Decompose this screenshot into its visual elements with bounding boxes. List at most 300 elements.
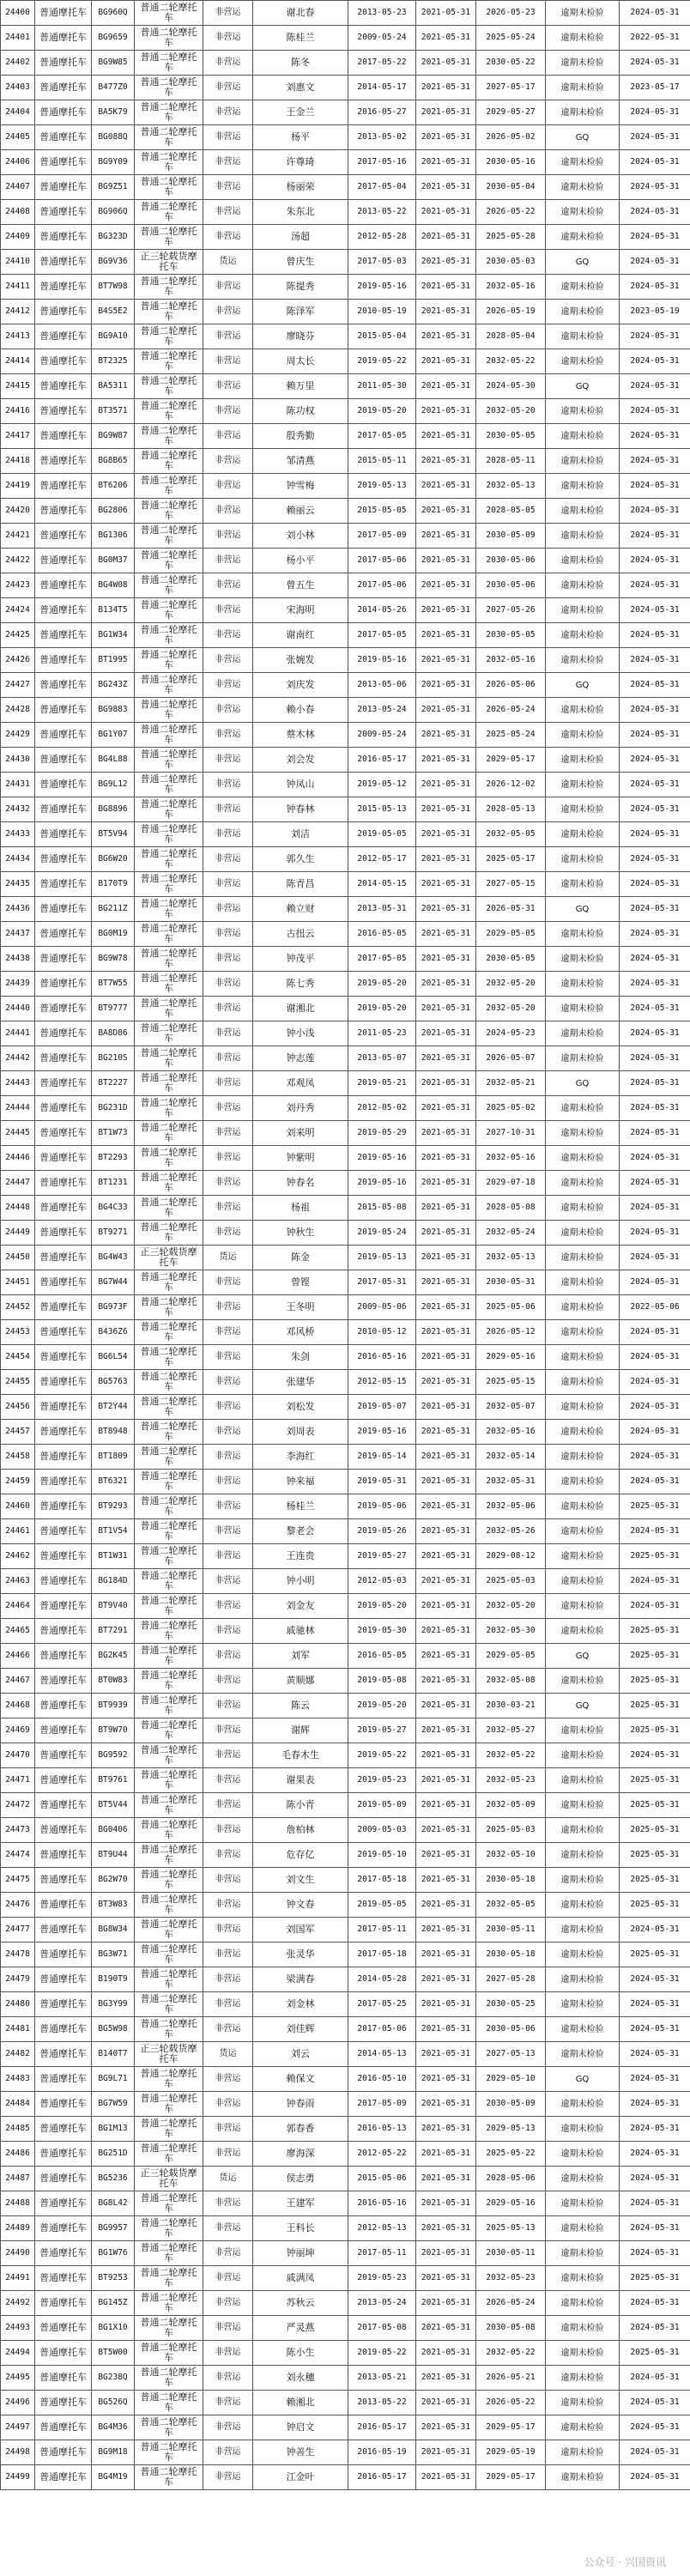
cell-inspection-valid: 2021-05-31 — [416, 748, 476, 773]
cell-vehicle-class: 普通二轮摩托车 — [135, 1320, 203, 1345]
cell-vehicle-type: 普通摩托车 — [35, 2142, 92, 2167]
cell-serial: 24476 — [1, 1893, 35, 1918]
cell-scrap-date: 2028-05-05 — [476, 499, 546, 524]
cell-usage: 非营运 — [203, 225, 253, 250]
cell-scrap-date: 2025-05-13 — [476, 2216, 546, 2241]
cell-vehicle-class: 普通二轮摩托车 — [135, 2266, 203, 2291]
table-row — [1, 549, 690, 573]
cell-serial: 24416 — [1, 399, 35, 424]
cell-vehicle-type: 普通摩托车 — [35, 524, 92, 549]
cell-vehicle-class: 普通二轮摩托车 — [135, 2117, 203, 2142]
cell-inspection-valid: 2021-05-31 — [416, 1943, 476, 1967]
table-row — [1, 997, 690, 1021]
cell-owner: 王连贵 — [253, 1544, 348, 1569]
cell-inspection-end: 2024-05-31 — [620, 225, 690, 250]
cell-vehicle-type: 普通摩托车 — [35, 26, 92, 51]
cell-first-registration: 2012-05-13 — [348, 2216, 416, 2241]
cell-vehicle-class: 普通二轮摩托车 — [135, 1046, 203, 1071]
cell-owner: 钟来福 — [253, 1470, 348, 1494]
table-row — [1, 150, 690, 175]
cell-inspection-valid: 2021-05-31 — [416, 1445, 476, 1470]
cell-status: 逾期未检验 — [546, 51, 620, 76]
table-row — [1, 2042, 690, 2067]
cell-scrap-date: 2029-05-16 — [476, 2191, 546, 2216]
cell-scrap-date: 2030-05-22 — [476, 51, 546, 76]
cell-vehicle-type: 普通摩托车 — [35, 1768, 92, 1793]
cell-serial: 24482 — [1, 2042, 35, 2067]
table-row — [1, 1320, 690, 1345]
cell-plate: BG9659 — [92, 26, 135, 51]
cell-serial: 24422 — [1, 549, 35, 573]
cell-serial: 24467 — [1, 1669, 35, 1694]
cell-vehicle-class: 普通二轮摩托车 — [135, 2241, 203, 2266]
cell-inspection-end: 2024-05-31 — [620, 2241, 690, 2266]
cell-serial: 24441 — [1, 1021, 35, 1046]
cell-owner: 廖晓芬 — [253, 324, 348, 349]
cell-owner: 毛春木生 — [253, 1743, 348, 1768]
cell-status: 逾期未检验 — [546, 698, 620, 723]
cell-first-registration: 2010-05-12 — [348, 1320, 416, 1345]
cell-usage: 非营运 — [203, 1569, 253, 1594]
cell-inspection-valid: 2021-05-31 — [416, 1295, 476, 1320]
table-row — [1, 1121, 690, 1146]
cell-owner: 张灵华 — [253, 1943, 348, 1967]
cell-inspection-end: 2024-05-31 — [620, 2391, 690, 2415]
cell-vehicle-class: 普通二轮摩托车 — [135, 1171, 203, 1196]
cell-scrap-date: 2029-05-13 — [476, 2117, 546, 2142]
cell-owner: 钟雪梅 — [253, 474, 348, 499]
cell-vehicle-type: 普通摩托车 — [35, 598, 92, 623]
cell-first-registration: 2017-05-06 — [348, 573, 416, 598]
cell-inspection-end: 2024-05-31 — [620, 797, 690, 822]
cell-scrap-date: 2030-05-11 — [476, 2241, 546, 2266]
table-row — [1, 1644, 690, 1669]
cell-status: 逾期未检验 — [546, 1669, 620, 1694]
cell-inspection-valid: 2021-05-31 — [416, 598, 476, 623]
cell-vehicle-class: 普通二轮摩托车 — [135, 872, 203, 897]
cell-serial: 24412 — [1, 300, 35, 324]
cell-inspection-end: 2022-05-31 — [620, 26, 690, 51]
cell-plate: BT7W98 — [92, 275, 135, 300]
cell-vehicle-type: 普通摩托车 — [35, 922, 92, 947]
cell-status: GQ — [546, 2067, 620, 2092]
cell-status: 逾期未检验 — [546, 997, 620, 1021]
cell-inspection-end: 2024-05-31 — [620, 1395, 690, 1420]
cell-serial: 24428 — [1, 698, 35, 723]
cell-status: 逾期未检验 — [546, 2142, 620, 2167]
cell-owner: 陈小青 — [253, 1793, 348, 1818]
cell-vehicle-type: 普通摩托车 — [35, 1569, 92, 1594]
cell-scrap-date: 2032-05-05 — [476, 822, 546, 847]
cell-vehicle-type: 普通摩托车 — [35, 2216, 92, 2241]
table-row — [1, 748, 690, 773]
cell-inspection-valid: 2021-05-31 — [416, 1818, 476, 1843]
cell-first-registration: 2016-05-27 — [348, 100, 416, 125]
table-row — [1, 1992, 690, 2017]
cell-serial: 24404 — [1, 100, 35, 125]
table-row — [1, 822, 690, 847]
cell-inspection-end: 2024-05-31 — [620, 1967, 690, 1992]
cell-scrap-date: 2032-05-16 — [476, 1146, 546, 1171]
cell-plate: BT9U44 — [92, 1843, 135, 1868]
cell-vehicle-class: 普通二轮摩托车 — [135, 1221, 203, 1246]
cell-vehicle-type: 普通摩托车 — [35, 2291, 92, 2316]
cell-vehicle-class: 普通二轮摩托车 — [135, 324, 203, 349]
cell-inspection-end: 2024-05-31 — [620, 1743, 690, 1768]
cell-vehicle-class: 普通二轮摩托车 — [135, 349, 203, 374]
cell-status: 逾期未检验 — [546, 1420, 620, 1445]
cell-inspection-valid: 2021-05-31 — [416, 51, 476, 76]
table-row — [1, 1893, 690, 1918]
cell-owner: 钟春名 — [253, 1171, 348, 1196]
cell-usage: 非营运 — [203, 100, 253, 125]
cell-inspection-valid: 2021-05-31 — [416, 1893, 476, 1918]
cell-status: 逾期未检验 — [546, 1868, 620, 1893]
cell-vehicle-type: 普通摩托车 — [35, 1320, 92, 1345]
cell-status: 逾期未检验 — [546, 2440, 620, 2465]
cell-first-registration: 2013-05-24 — [348, 2291, 416, 2316]
cell-plate: BT6321 — [92, 1470, 135, 1494]
cell-vehicle-class: 普通二轮摩托车 — [135, 1967, 203, 1992]
cell-vehicle-type: 普通摩托车 — [35, 2167, 92, 2191]
cell-vehicle-class: 普通二轮摩托车 — [135, 748, 203, 773]
cell-owner: 刘来明 — [253, 1121, 348, 1146]
cell-usage: 非营运 — [203, 449, 253, 474]
table-row — [1, 797, 690, 822]
table-row — [1, 2167, 690, 2191]
cell-scrap-date: 2032-05-26 — [476, 1519, 546, 1544]
cell-status: 逾期未检验 — [546, 1569, 620, 1594]
cell-vehicle-class: 普通二轮摩托车 — [135, 1, 203, 26]
cell-usage: 非营运 — [203, 773, 253, 797]
cell-inspection-end: 2024-05-31 — [620, 1071, 690, 1096]
cell-plate: BG4M19 — [92, 2465, 135, 2490]
cell-plate: B436Z6 — [92, 1320, 135, 1345]
cell-scrap-date: 2032-05-31 — [476, 1470, 546, 1494]
cell-serial: 24448 — [1, 1196, 35, 1221]
cell-usage: 非营运 — [203, 549, 253, 573]
cell-vehicle-class: 普通二轮摩托车 — [135, 1021, 203, 1046]
cell-plate: BT9V40 — [92, 1594, 135, 1619]
cell-vehicle-type: 普通摩托车 — [35, 648, 92, 673]
cell-scrap-date: 2025-05-22 — [476, 2142, 546, 2167]
table-row — [1, 374, 690, 399]
cell-usage: 非营运 — [203, 2341, 253, 2366]
cell-plate: BG2W70 — [92, 1868, 135, 1893]
cell-status: 逾期未检验 — [546, 822, 620, 847]
cell-status: 逾期未检验 — [546, 922, 620, 947]
cell-inspection-end: 2025-05-31 — [620, 2266, 690, 2291]
table-row — [1, 2316, 690, 2341]
cell-status: 逾期未检验 — [546, 200, 620, 225]
cell-inspection-valid: 2021-05-31 — [416, 2191, 476, 2216]
cell-plate: BG6L54 — [92, 1345, 135, 1370]
cell-status: 逾期未检验 — [546, 648, 620, 673]
cell-status: 逾期未检验 — [546, 748, 620, 773]
cell-serial: 24468 — [1, 1694, 35, 1718]
cell-first-registration: 2011-05-23 — [348, 1021, 416, 1046]
cell-status: 逾期未检验 — [546, 2415, 620, 2440]
cell-serial: 24426 — [1, 648, 35, 673]
cell-usage: 非营运 — [203, 1320, 253, 1345]
cell-plate: BG4W43 — [92, 1246, 135, 1270]
cell-status: 逾期未检验 — [546, 1370, 620, 1395]
cell-plate: BG8L42 — [92, 2191, 135, 2216]
cell-scrap-date: 2026-05-12 — [476, 1320, 546, 1345]
cell-first-registration: 2012-05-22 — [348, 2142, 416, 2167]
cell-status: 逾期未检验 — [546, 399, 620, 424]
cell-vehicle-type: 普通摩托车 — [35, 1818, 92, 1843]
cell-inspection-valid: 2021-05-31 — [416, 125, 476, 150]
cell-serial: 24463 — [1, 1569, 35, 1594]
cell-serial: 24457 — [1, 1420, 35, 1445]
cell-plate: BT9293 — [92, 1494, 135, 1519]
cell-usage: 非营运 — [203, 1370, 253, 1395]
cell-inspection-valid: 2021-05-31 — [416, 872, 476, 897]
cell-vehicle-type: 普通摩托车 — [35, 748, 92, 773]
table-row — [1, 723, 690, 748]
cell-inspection-valid: 2021-05-31 — [416, 1594, 476, 1619]
cell-first-registration: 2009-05-03 — [348, 1818, 416, 1843]
cell-status: 逾期未检验 — [546, 2291, 620, 2316]
cell-owner: 钟小明 — [253, 1569, 348, 1594]
cell-usage: 非营运 — [203, 2241, 253, 2266]
cell-owner: 赖丽云 — [253, 499, 348, 524]
table-row — [1, 1345, 690, 1370]
cell-owner: 赖立财 — [253, 897, 348, 922]
cell-owner: 邓观凤 — [253, 1071, 348, 1096]
cell-plate: BT8948 — [92, 1420, 135, 1445]
cell-vehicle-class: 普通二轮摩托车 — [135, 972, 203, 997]
cell-plate: BT1W31 — [92, 1544, 135, 1569]
cell-serial: 24407 — [1, 175, 35, 200]
table-row — [1, 573, 690, 598]
cell-serial: 24437 — [1, 922, 35, 947]
cell-plate: BG9W85 — [92, 51, 135, 76]
cell-status: 逾期未检验 — [546, 175, 620, 200]
cell-inspection-end: 2024-05-31 — [620, 748, 690, 773]
cell-vehicle-type: 普通摩托车 — [35, 2017, 92, 2042]
cell-serial: 24462 — [1, 1544, 35, 1569]
cell-inspection-end: 2024-05-31 — [620, 1146, 690, 1171]
cell-serial: 24447 — [1, 1171, 35, 1196]
cell-serial: 24438 — [1, 947, 35, 972]
cell-owner: 谢南红 — [253, 623, 348, 648]
cell-inspection-end: 2024-05-31 — [620, 1445, 690, 1470]
cell-plate: BT9777 — [92, 997, 135, 1021]
cell-serial: 24401 — [1, 26, 35, 51]
table-row — [1, 648, 690, 673]
cell-status: 逾期未检验 — [546, 972, 620, 997]
cell-inspection-valid: 2021-05-31 — [416, 474, 476, 499]
cell-inspection-end: 2024-05-31 — [620, 2142, 690, 2167]
cell-inspection-valid: 2021-05-31 — [416, 698, 476, 723]
cell-vehicle-class: 普通二轮摩托车 — [135, 1818, 203, 1843]
cell-inspection-end: 2023-05-17 — [620, 76, 690, 100]
cell-vehicle-class: 正三轮载货摩托车 — [135, 2042, 203, 2067]
cell-first-registration: 2017-05-06 — [348, 2017, 416, 2042]
cell-status: 逾期未检验 — [546, 2366, 620, 2391]
cell-usage: 非营运 — [203, 1868, 253, 1893]
cell-vehicle-class: 普通二轮摩托车 — [135, 26, 203, 51]
cell-usage: 非营运 — [203, 499, 253, 524]
cell-status: GQ — [546, 374, 620, 399]
cell-scrap-date: 2032-05-22 — [476, 1743, 546, 1768]
cell-vehicle-type: 普通摩托车 — [35, 2191, 92, 2216]
cell-inspection-end: 2024-05-31 — [620, 2092, 690, 2117]
cell-plate: BG1W34 — [92, 623, 135, 648]
cell-vehicle-type: 普通摩托车 — [35, 1270, 92, 1295]
table-row — [1, 1544, 690, 1569]
table-row — [1, 1221, 690, 1246]
cell-first-registration: 2019-05-07 — [348, 1395, 416, 1420]
cell-inspection-valid: 2021-05-31 — [416, 324, 476, 349]
cell-status: 逾期未检验 — [546, 723, 620, 748]
cell-serial: 24465 — [1, 1619, 35, 1644]
cell-plate: BT9271 — [92, 1221, 135, 1246]
cell-status: 逾期未检验 — [546, 100, 620, 125]
cell-owner: 刘松发 — [253, 1395, 348, 1420]
cell-vehicle-class: 普通二轮摩托车 — [135, 723, 203, 748]
cell-first-registration: 2014-05-28 — [348, 1967, 416, 1992]
table-row — [1, 1768, 690, 1793]
cell-status: 逾期未检验 — [546, 2341, 620, 2366]
cell-plate: BG9M18 — [92, 2440, 135, 2465]
cell-vehicle-class: 普通二轮摩托车 — [135, 1619, 203, 1644]
cell-inspection-valid: 2021-05-31 — [416, 1, 476, 26]
cell-scrap-date: 2032-05-16 — [476, 648, 546, 673]
cell-vehicle-type: 普通摩托车 — [35, 1395, 92, 1420]
cell-owner: 杨小平 — [253, 549, 348, 573]
table-row — [1, 2092, 690, 2117]
table-row — [1, 399, 690, 424]
cell-vehicle-type: 普通摩托车 — [35, 723, 92, 748]
cell-scrap-date: 2026-05-22 — [476, 2391, 546, 2415]
cell-first-registration: 2019-05-12 — [348, 773, 416, 797]
cell-first-registration: 2012-05-28 — [348, 225, 416, 250]
cell-first-registration: 2019-05-16 — [348, 1420, 416, 1445]
cell-vehicle-type: 普通摩托车 — [35, 1943, 92, 1967]
cell-inspection-end: 2024-05-31 — [620, 1171, 690, 1196]
cell-plate: BG323D — [92, 225, 135, 250]
cell-vehicle-class: 普通二轮摩托车 — [135, 2216, 203, 2241]
cell-vehicle-type: 普通摩托车 — [35, 1246, 92, 1270]
cell-plate: BT9761 — [92, 1768, 135, 1793]
cell-vehicle-class: 普通二轮摩托车 — [135, 474, 203, 499]
cell-owner: 刘庆发 — [253, 673, 348, 698]
cell-plate: BG9L71 — [92, 2067, 135, 2092]
cell-status: 逾期未检验 — [546, 2316, 620, 2341]
cell-status: 逾期未检验 — [546, 76, 620, 100]
cell-first-registration: 2019-05-16 — [348, 1146, 416, 1171]
cell-usage: 非营运 — [203, 2092, 253, 2117]
cell-plate: BG9W87 — [92, 424, 135, 449]
cell-status: 逾期未检验 — [546, 1021, 620, 1046]
cell-owner: 钟茂平 — [253, 947, 348, 972]
cell-scrap-date: 2026-05-19 — [476, 300, 546, 324]
cell-scrap-date: 2032-05-16 — [476, 1420, 546, 1445]
cell-status: GQ — [546, 897, 620, 922]
cell-status: 逾期未检验 — [546, 1046, 620, 1071]
cell-usage: 非营运 — [203, 1046, 253, 1071]
cell-status: 逾期未检验 — [546, 2191, 620, 2216]
cell-first-registration: 2019-05-22 — [348, 1743, 416, 1768]
cell-inspection-end: 2024-05-31 — [620, 1470, 690, 1494]
cell-vehicle-class: 普通二轮摩托车 — [135, 1793, 203, 1818]
cell-vehicle-class: 普通二轮摩托车 — [135, 1420, 203, 1445]
cell-scrap-date: 2025-05-06 — [476, 1295, 546, 1320]
cell-inspection-end: 2025-05-31 — [620, 1544, 690, 1569]
cell-first-registration: 2017-05-22 — [348, 51, 416, 76]
cell-status: 逾期未检验 — [546, 1519, 620, 1544]
cell-vehicle-type: 普通摩托车 — [35, 997, 92, 1021]
cell-owner: 梁满春 — [253, 1967, 348, 1992]
cell-inspection-valid: 2021-05-31 — [416, 175, 476, 200]
cell-serial: 24433 — [1, 822, 35, 847]
cell-scrap-date: 2032-05-30 — [476, 1619, 546, 1644]
cell-first-registration: 2017-05-18 — [348, 1943, 416, 1967]
cell-vehicle-class: 普通二轮摩托车 — [135, 1494, 203, 1519]
cell-first-registration: 2013-05-24 — [348, 698, 416, 723]
cell-inspection-valid: 2021-05-31 — [416, 349, 476, 374]
cell-owner: 戚驰林 — [253, 1619, 348, 1644]
cell-owner: 钟小浅 — [253, 1021, 348, 1046]
cell-inspection-valid: 2021-05-31 — [416, 1071, 476, 1096]
cell-inspection-valid: 2021-05-31 — [416, 1146, 476, 1171]
cell-status: 逾期未检验 — [546, 1893, 620, 1918]
table-row — [1, 872, 690, 897]
cell-first-registration: 2019-05-21 — [348, 1071, 416, 1096]
cell-plate: BT7W55 — [92, 972, 135, 997]
cell-usage: 非营运 — [203, 972, 253, 997]
table-row — [1, 2366, 690, 2391]
cell-inspection-valid: 2021-05-31 — [416, 648, 476, 673]
cell-scrap-date: 2030-05-06 — [476, 573, 546, 598]
cell-inspection-end: 2024-05-31 — [620, 100, 690, 125]
cell-owner: 陈提秀 — [253, 275, 348, 300]
cell-vehicle-class: 普通二轮摩托车 — [135, 1445, 203, 1470]
table-row — [1, 2341, 690, 2366]
table-row — [1, 1619, 690, 1644]
cell-inspection-end: 2024-05-31 — [620, 349, 690, 374]
cell-status: 逾期未检验 — [546, 1967, 620, 1992]
cell-inspection-valid: 2021-05-31 — [416, 1196, 476, 1221]
cell-inspection-end: 2024-05-31 — [620, 2191, 690, 2216]
cell-vehicle-class: 普通二轮摩托车 — [135, 1395, 203, 1420]
cell-vehicle-type: 普通摩托车 — [35, 1694, 92, 1718]
cell-plate: BG9957 — [92, 2216, 135, 2241]
cell-vehicle-class: 普通二轮摩托车 — [135, 1943, 203, 1967]
cell-status: 逾期未检验 — [546, 1793, 620, 1818]
cell-serial: 24472 — [1, 1793, 35, 1818]
cell-usage: 非营运 — [203, 2117, 253, 2142]
cell-vehicle-type: 普通摩托车 — [35, 349, 92, 374]
cell-plate: BT1V54 — [92, 1519, 135, 1544]
cell-inspection-end: 2025-05-31 — [620, 1619, 690, 1644]
cell-usage: 非营运 — [203, 1793, 253, 1818]
cell-vehicle-type: 普通摩托车 — [35, 1046, 92, 1071]
cell-inspection-valid: 2021-05-31 — [416, 2391, 476, 2415]
cell-inspection-valid: 2021-05-31 — [416, 847, 476, 872]
cell-usage: 非营运 — [203, 1395, 253, 1420]
cell-serial: 24489 — [1, 2216, 35, 2241]
cell-owner: 赖小春 — [253, 698, 348, 723]
cell-first-registration: 2012-05-17 — [348, 847, 416, 872]
cell-serial: 24496 — [1, 2391, 35, 2415]
cell-inspection-end: 2024-05-31 — [620, 773, 690, 797]
cell-inspection-end: 2024-05-31 — [620, 549, 690, 573]
table-row — [1, 1594, 690, 1619]
